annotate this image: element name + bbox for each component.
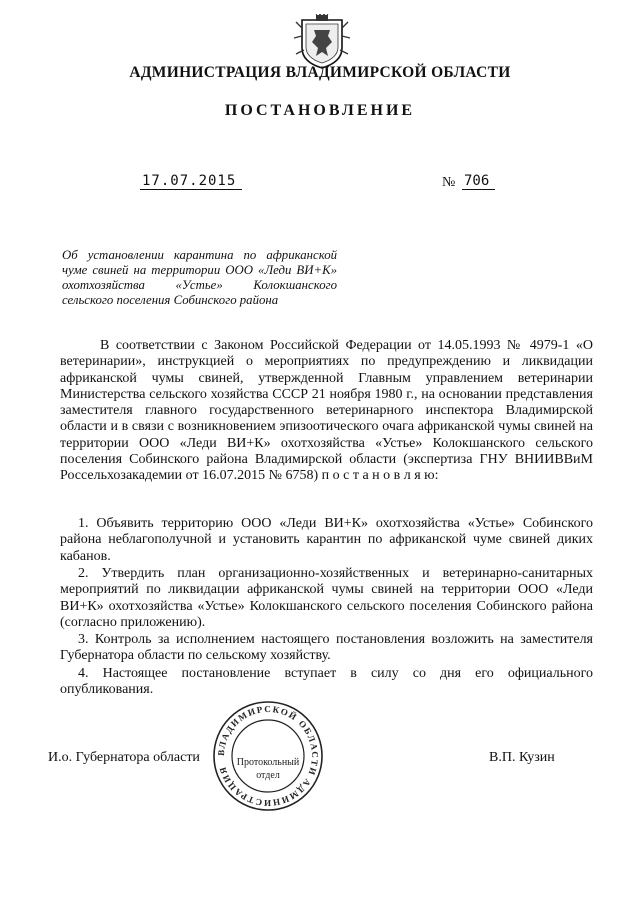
document-date: 17.07.2015 bbox=[140, 173, 242, 190]
coat-of-arms-icon bbox=[292, 14, 352, 70]
organization-title: АДМИНИСТРАЦИЯ ВЛАДИМИРСКОЙ ОБЛАСТИ bbox=[129, 64, 511, 81]
decree-item-text: 4. Настоящее постановление вступает в силу со дня его официального опубликования. bbox=[60, 666, 593, 698]
subject-line: охотхозяйства «Устье» Колокшанского bbox=[62, 278, 337, 292]
subject-line: Об установлении карантина по африканской bbox=[62, 248, 337, 262]
document-number: 706 bbox=[462, 173, 495, 190]
decree-item-text: 2. Утвердить план организационно-хозяйственных и ветеринарно-санитарных мероприятий по ликвидации африканской чумы свиней на территории ООО «Леди ВИ+К» охотхозяйства «Устье» Колокшанского сельского поселения Собинского района (согласно приложению). bbox=[60, 566, 593, 630]
subject-line: чуме свиней на территории ООО «Леди ВИ+К» bbox=[62, 263, 337, 277]
document-type-title: ПОСТАНОВЛЕНИЕ bbox=[224, 102, 416, 119]
decree-item-4 bbox=[60, 666, 593, 699]
decree-item-2 bbox=[60, 566, 593, 631]
preamble-text: В соответствии с Законом Российской Федерации от 14.05.1993 № 4979-1 «О ветеринарии», инструкцией о мероприятиях по предупреждению и ликвидации африканской чумы свиней, утвержденной Главным управлением ветеринарии Министерства сельского хозяйства СССР 21 ноября 1980 г., на основании представления заместителя главного государственного ветеринарного инспектора Владимирской области и в связи с возникновением эпизоотического очага африканской чумы свиней на территории ООО «Леди ВИ+К» охотхозяйства «Устье» Колокшанского сельского поселения Собинского района Владимирской области (экспертиза ГНУ ВНИИВВиМ Россельхозакадемии от 16.07.2015 № 6758) п о с т а н о в л я ю: bbox=[60, 338, 593, 484]
decree-item-3 bbox=[60, 632, 593, 665]
signatory-position: И.о. Губернатора области bbox=[48, 750, 200, 765]
subject-heading bbox=[62, 248, 337, 308]
stamp-line: Протокольный bbox=[236, 757, 300, 768]
preamble bbox=[60, 338, 593, 485]
decree-item-text: 1. Объявить территорию ООО «Леди ВИ+К» охотхозяйства «Устье» Собинского района неблагополучной и установить карантин по африканской чуме свиней диких кабанов. bbox=[60, 516, 593, 564]
decree-item-1 bbox=[60, 516, 593, 565]
signatory-name: В.П. Кузин bbox=[489, 750, 555, 765]
stamp-line: отдел bbox=[256, 770, 280, 781]
subject-line: сельского поселения Собинского района bbox=[62, 293, 279, 307]
stamp-center-text bbox=[230, 756, 306, 782]
stamp-ring-text: ВЛАДИМИРСКОЙ ОБЛАСТИ АДМИНИСТРАЦИЯ bbox=[215, 703, 321, 809]
decree-item-text: 3. Контроль за исполнением настоящего постановления возложить на заместителя Губернатора области по сельскому хозяйству. bbox=[60, 632, 593, 664]
number-label: № bbox=[442, 175, 456, 190]
